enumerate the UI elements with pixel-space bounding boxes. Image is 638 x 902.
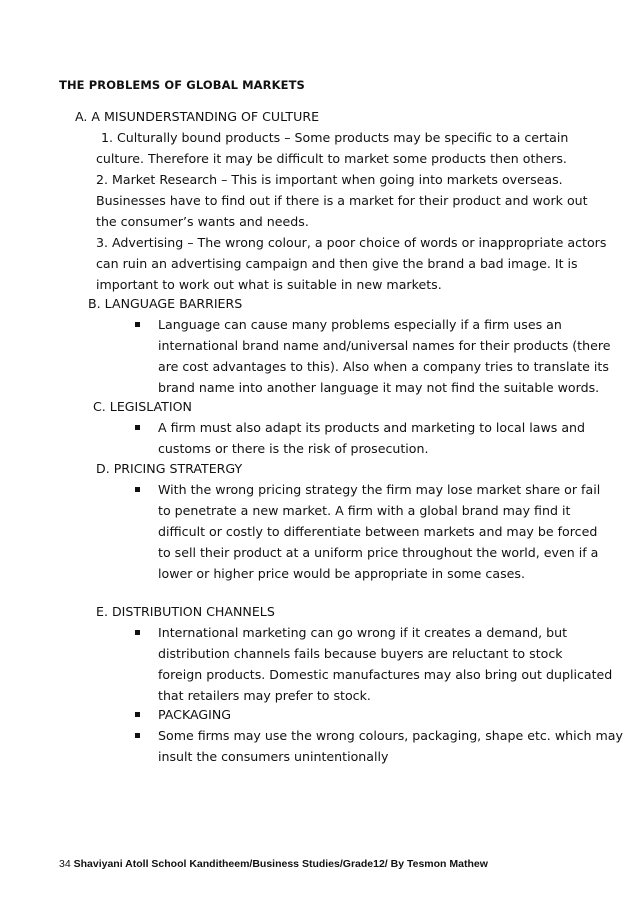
section-b-bullet-line: international brand name and/universal names for their products (there [158, 338, 611, 353]
section-b-heading: B. LANGUAGE BARRIERS [88, 296, 243, 311]
section-b-bullet-line: are cost advantages to this). Also when a company tries to translate its [158, 359, 609, 374]
section-e-bullet-line: insult the consumers unintentionally [158, 749, 389, 764]
bullet-marker [135, 712, 140, 717]
section-e-bullet-line: Some firms may use the wrong colours, packaging, shape etc. which may [158, 728, 623, 743]
page-number: 34 [59, 858, 71, 870]
section-a-item2-line: Businesses have to find out if there is a market for their product and work out [96, 193, 588, 208]
section-d-bullet-line: to penetrate a new market. A firm with a global brand may find it [158, 503, 571, 518]
section-a-item2-line: 2. Market Research – This is important when going into markets overseas. [96, 172, 563, 187]
page-footer [59, 858, 488, 870]
page-title: THE PROBLEMS OF GLOBAL MARKETS [59, 78, 305, 92]
section-a-item2-line: the consumer’s wants and needs. [96, 214, 309, 229]
bullet-marker [135, 733, 140, 738]
section-e-bullet-line: International marketing can go wrong if it creates a demand, but [158, 625, 568, 640]
section-e-bullet-line: that retailers may prefer to stock. [158, 688, 371, 703]
section-d-bullet-line: lower or higher price would be appropriate in some cases. [158, 566, 525, 581]
section-a-item3-line: 3. Advertising – The wrong colour, a poor choice of words or inappropriate actors [96, 235, 607, 250]
section-a-item1-line: culture. Therefore it may be difficult to market some products then others. [96, 151, 567, 166]
section-a-item3-line: can ruin an advertising campaign and then give the brand a bad image. It is [96, 256, 578, 271]
section-c-heading: C. LEGISLATION [93, 399, 192, 414]
section-d-bullet-line: With the wrong pricing strategy the firm may lose market share or fail [158, 482, 601, 497]
section-a-item3-line: important to work out what is suitable in new markets. [96, 277, 442, 292]
section-b-bullet-line: brand name into another language it may not find the suitable words. [158, 380, 600, 395]
bullet-marker [135, 630, 140, 635]
footer-text: Shaviyani Atoll School Kanditheem/Business Studies/Grade12/ By Tesmon Mathew [73, 858, 488, 870]
bullet-marker [135, 487, 140, 492]
section-e-heading: E. DISTRIBUTION CHANNELS [96, 604, 275, 619]
section-c-bullet-line: A firm must also adapt its products and marketing to local laws and [158, 420, 586, 435]
bullet-marker [135, 425, 140, 430]
section-e-packaging-line: PACKAGING [158, 707, 232, 722]
section-e-bullet-line: distribution channels fails because buyers are reluctant to stock [158, 646, 563, 661]
section-b-bullet-line: Language can cause many problems especially if a firm uses an [158, 317, 562, 332]
section-c-bullet-line: customs or there is the risk of prosecution. [158, 441, 429, 456]
bullet-marker [135, 322, 140, 327]
section-d-bullet-line: to sell their product at a uniform price throughout the world, even if a [158, 545, 599, 560]
section-e-bullet-line: foreign products. Domestic manufactures may also bring out duplicated [158, 667, 613, 682]
section-d-heading: D. PRICING STRATERGY [96, 461, 243, 476]
section-a-item1-line: 1. Culturally bound products – Some products may be specific to a certain [101, 130, 569, 145]
section-a-heading: A. A MISUNDERSTANDING OF CULTURE [75, 109, 320, 124]
section-d-bullet-line: difficult or costly to differentiate between markets and may be forced [158, 524, 598, 539]
